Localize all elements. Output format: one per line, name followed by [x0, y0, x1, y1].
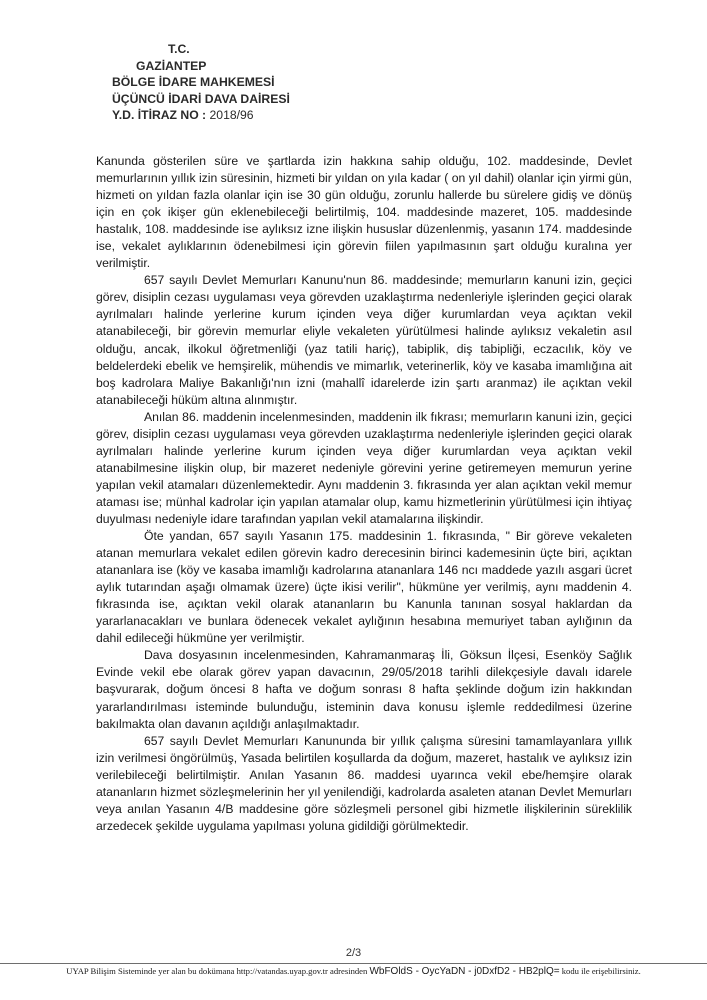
footer-access-note	[0, 966, 707, 977]
footer-divider	[0, 963, 707, 964]
footer-access-code: WbFOldS - OycYaDN - j0DxfD2 - HB2plQ=	[369, 966, 560, 977]
paragraph-1: Kanunda gösterilen süre ve şartlarda izin hakkına sahip olduğu, 102. maddesinde, Devlet memurlarının yıllık izin süresinin, hizmeti bir yıldan on yıla kadar ( on yıl dahil) olanlar için yirmi gün, hizmeti on yıldan fazla olanlar için ise 30 gün olduğu, zorunlu hallerde bu sürelere gidiş ve dönüş için en çok ikişer gün eklenebileceği belirtilmiş, 104. maddesinde mazeret, 105. maddesinde hastalık, 108. maddesinde ise aylıksız izne ilişkin hususlar düzenlenmiş, yasanın 174. maddesinde ise, vekalet aylıklarının ödenebilmesi için görevin fiilen yapılmasının şart olduğu kuralına yer verilmiştir.	[96, 154, 632, 271]
header-chamber-name: ÜÇÜNCÜ İDARİ DAVA DAİRESİ	[112, 91, 290, 106]
paragraph-3: Anılan 86. maddenin incelenmesinden, maddenin ilk fıkrası; memurların kanuni izin, geçici görev, disiplin cezası uygulaması veya görevden uzaklaştırma nedenleriyle işlerinden geçici olarak ayrılmaları halinde yerlerine kurum içinden veya diğer kurumlardan veya açıktan vekil atanabilmesine ilişkin olup, bir mazeret nedeniyle görevini yerine getiremeyen memurun yerine yapılan vekil atamaları düzenlemektedir. Aynı maddenin 3. fıkrasında yer alan açıktan vekil memur ataması ise; münhal kadrolar için yapılan atamalar olup, kamu hizmetlerinin yürütülmesi için ihtiyaç duyulması nedeniyle idare tarafından yapılan vekil atamalarına ilişkindir.	[96, 409, 632, 526]
court-header	[112, 41, 290, 124]
paragraph-6: 657 sayılı Devlet Memurları Kanununda bir yıllık çalışma süresini tamamlayanlara yıllık izin verilmesi öngörülmüş, Yasada belirtilen koşullarda da doğum, mazeret, hastalık ve aylıksız izin verilebileceği belirtilmiştir. Anılan Yasanın 86. maddesi uyarınca vekil ebe/hemşire olarak atananların hizmet sözleşmelerinin her yıl yenilendiği, kadrolarda asaleten atanan Devlet Memurları veya anılan Yasanın 4/B maddesine göre sözleşmeli personel gibi hizmetle ilişkilerinin süreklilik arzedecek şekilde uygulama yapılması yoluna gidildiği görülmektedir.	[96, 733, 632, 833]
document-body	[96, 153, 632, 835]
reference-number: 2018/96	[209, 108, 254, 122]
page-number: 2/3	[345, 947, 362, 959]
paragraph-2: 657 sayılı Devlet Memurları Kanunu'nun 86. maddesinde; memurların kanuni izin, geçici görev, disiplin cezası uygulaması veya görevden uzaklaştırma nedenleriyle işlerinden geçici olarak ayrılmaları halinde yerlerine kurum içinden veya diğer kurumlardan veya açıktan vekil atanabileceği, bir görevin memurlar eliyle vekaleten yürütülmesi halinde aylıksız vekaletin asıl olduğu, ancak, ilkokul öğretmenliği (yaz tatili hariç), tabiplik, diş tabipliği, eczacılık, köy ve beldelerdeki ebelik ve hemşirelik, mühendis ve mimarlık, veterinerlik, köy ve kasaba imamlığına ait boş kadrolara Maliye Bakanlığı'nın izni (mahallî idarelerde izin şartı aranmaz) ile açıktan vekil atanabileceği hüküm altına alınmıştır.	[96, 273, 632, 407]
paragraph-5: Dava dosyasının incelenmesinden, Kahramanmaraş İli, Göksun İlçesi, Esenköy Sağlık Evinde vekil ebe olarak görev yapan davacının, 29/05/2018 tarihli dilekçesiyle davalı idarele başvurarak, doğum öncesi 8 hafta ve doğum sonrası 8 hafta şeklinde doğum izin hakkından yararlandırılması isteminde bulunduğu, isteminin dava konusu işlemle reddedilmesi üzerine bakılmakta olan davanın açıldığı anlaşılmaktadır.	[96, 648, 632, 731]
header-reference	[112, 107, 290, 124]
header-tc: T.C.	[168, 42, 190, 56]
paragraph-4: Öte yandan, 657 sayılı Yasanın 175. maddesinin 1. fıkrasında, " Bir göreve vekaleten atanan memurlara vekalet edilen görevin kadro derecesinin birinci kademesinin üçte biri, açıktan atananlara ise (köy ve kasaba imamlığı kadrolarına atananlara 146 ncı maddede yazılı asgari ücret aylık tutarından aşağı olmamak üzere) üçte ikisi verilir", hükmüne yer verilmiş, aynı maddenin 4. fıkrasında ise, açıktan vekil olarak atananların bu Kanunla tanınan sosyal haklardan da yararlanacakları ve bunlara ödenecek vekalet aylığının hesabına memuriyet taban aylığının da dahil edileceği hükmüne yer verilmiştir.	[96, 529, 632, 646]
header-court-name: BÖLGE İDARE MAHKEMESİ	[112, 75, 275, 89]
reference-label: Y.D. İTİRAZ NO :	[112, 108, 207, 122]
footer-suffix: kodu ile erişebilirsiniz.	[561, 966, 641, 976]
header-city: GAZİANTEP	[136, 58, 207, 73]
footer-prefix: UYAP Bilişim Sisteminde yer alan bu dokümana http://vatandas.uyap.gov.tr adresinden	[66, 966, 368, 976]
